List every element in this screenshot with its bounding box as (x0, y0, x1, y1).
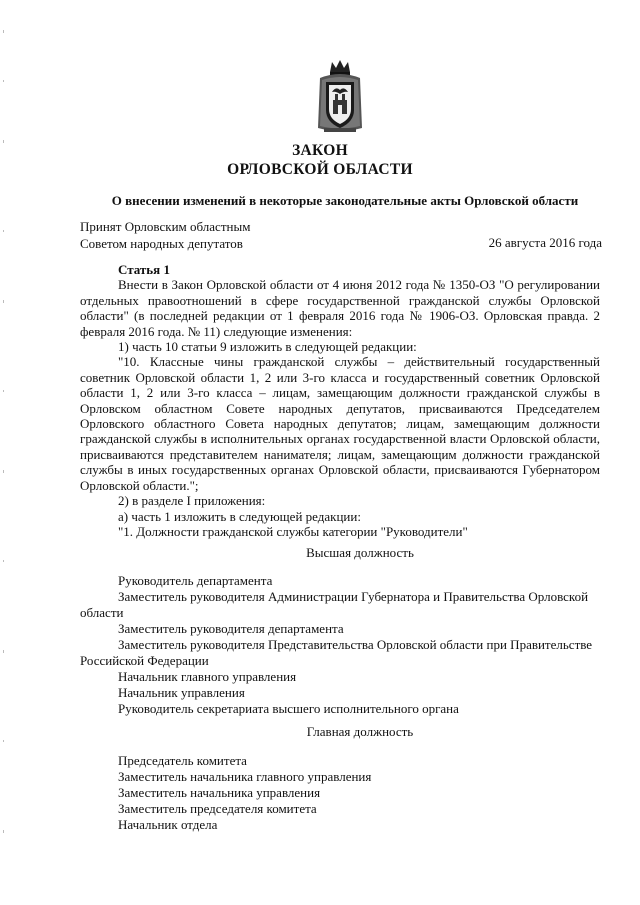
coat-of-arms-emblem (316, 58, 364, 136)
scan-edge-marks (2, 0, 6, 905)
article-item-1-text: "10. Классные чины гражданской службы – действительный государственный советник Орловской области 1, 2 или 3-го класса и государственный советник Орловской области 1, 2 или 3-го класса – лицам, замещающим должности гражданской службы в Орловском областном Совете народных депутатов, присваиваются Председателем Орловского областного Совета народных депутатов; лицам, замещающим должности гражданской службы в исполнительных органах государственной власти Орловской области, присваиваются представителем нанимателя; лицам, замещающим должности гражданской службы в иных государственных органах Орловской области, присваиваются Губернатором Орловской области."; (80, 354, 600, 493)
article-item-1: 1) часть 10 статьи 9 изложить в следующей редакции: (118, 339, 417, 355)
position-item: Начальник отдела (118, 817, 218, 832)
section-high-list (80, 573, 600, 717)
position-item: Заместитель руководителя департамента (118, 621, 344, 636)
adoption-note (80, 218, 250, 252)
position-item: Заместитель руководителя Представительства Орловской области при Правительстве Российской Федерации (80, 637, 593, 668)
position-item: Руководитель департамента (118, 573, 273, 588)
article-intro: Внести в Закон Орловской области от 4 июня 2012 года № 1350-ОЗ "О регулировании отдельных правоотношений в сфере государственной гражданской службы Орловской области" (в последней редакции от 1 февраля 2016 года № 1906-ОЗ. Орловская правда. 2 февраля 2016 года. № 11) следующие изменения: (80, 277, 600, 339)
law-subtitle: О внесении изменений в некоторые законодательные акты Орловской области (111, 193, 579, 208)
position-item: Заместитель начальника управления (118, 785, 321, 800)
adoption-line-1: Принят Орловским областным (80, 219, 251, 234)
section-main-list (80, 753, 600, 833)
article-item-2: 2) в разделе I приложения: (118, 493, 266, 509)
position-item: Заместитель председателя комитета (118, 801, 317, 816)
adoption-line-2: Советом народных депутатов (80, 236, 243, 251)
position-item: Руководитель секретариата высшего исполнительного органа (118, 701, 459, 716)
position-item: Председатель комитета (118, 753, 247, 768)
adoption-date: 26 августа 2016 года (488, 235, 602, 250)
section-main-heading: Главная должность (306, 724, 414, 739)
article-item-2a-text: "1. Должности гражданской службы категории "Руководители" (118, 523, 468, 539)
article-item-2a: а) часть 1 изложить в следующей редакции: (118, 508, 361, 524)
region-title: ОРЛОВСКОЙ ОБЛАСТИ (227, 161, 413, 178)
law-title: ЗАКОН (292, 142, 348, 159)
position-item: Начальник управления (118, 685, 245, 700)
position-item: Заместитель руководителя Администрации Губернатора и Правительства Орловской области (80, 589, 589, 620)
section-high-heading: Высшая должность (306, 545, 414, 560)
position-item: Начальник главного управления (118, 669, 297, 684)
position-item: Заместитель начальника главного управления (118, 769, 372, 784)
article-heading: Статья 1 (118, 262, 170, 277)
article-body (80, 262, 600, 539)
